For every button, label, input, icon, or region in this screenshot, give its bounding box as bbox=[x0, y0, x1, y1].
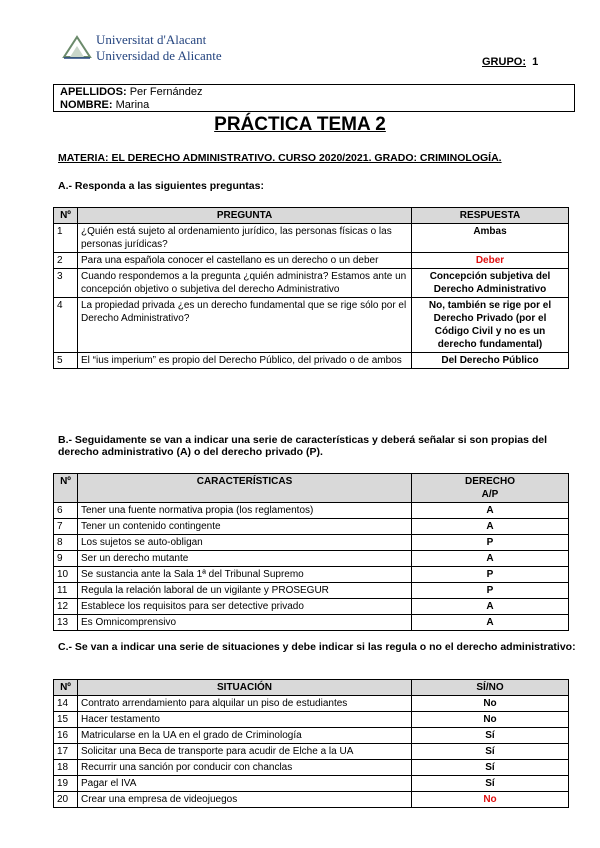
table-row bbox=[54, 792, 569, 808]
apellidos-label: APELLIDOS: bbox=[60, 86, 127, 98]
row-number: 18 bbox=[54, 760, 78, 776]
university-logo bbox=[62, 31, 232, 71]
table-row bbox=[54, 760, 569, 776]
university-name-valencian: Universitat d'Alacant bbox=[96, 32, 207, 47]
section-c-heading: C.- Se van a indicar una serie de situaciones y debe indicar si las regula o no el derecho administrativo: bbox=[58, 641, 576, 653]
answer-text: Concepción subjetiva del Derecho Administrativo bbox=[412, 269, 569, 298]
row-number: 3 bbox=[54, 269, 78, 298]
university-name-spanish: Universidad de Alicante bbox=[96, 48, 222, 63]
section-a-heading: A.- Responda a las siguientes preguntas: bbox=[58, 180, 264, 192]
situation-text: Contrato arrendamiento para alquilar un piso de estudiantes bbox=[78, 696, 412, 712]
subject-line: MATERIA: EL DERECHO ADMINISTRATIVO. CURSO 2020/2021. GRADO: CRIMINOLOGÍA. bbox=[58, 152, 502, 164]
derecho-value: A bbox=[412, 503, 569, 519]
si-no-value: No bbox=[412, 696, 569, 712]
si-no-value: Sí bbox=[412, 728, 569, 744]
row-number: 5 bbox=[54, 353, 78, 369]
row-number: 12 bbox=[54, 599, 78, 615]
derecho-value: P bbox=[412, 567, 569, 583]
nombre-label: NOMBRE: bbox=[60, 99, 113, 111]
situations-table bbox=[53, 679, 569, 808]
answer-text: Deber bbox=[412, 253, 569, 269]
col-situation: SITUACIÓN bbox=[78, 680, 412, 696]
answer-text: Del Derecho Público bbox=[412, 353, 569, 369]
table-row bbox=[54, 567, 569, 583]
question-text: Para una española conocer el castellano es un derecho o un deber bbox=[78, 253, 412, 269]
table-row bbox=[54, 298, 569, 353]
answer-text: Ambas bbox=[412, 224, 569, 253]
row-number: 13 bbox=[54, 615, 78, 631]
row-number: 8 bbox=[54, 535, 78, 551]
derecho-value: A bbox=[412, 551, 569, 567]
col-number: Nº bbox=[54, 208, 78, 224]
characteristic-text: Los sujetos se auto-obligan bbox=[78, 535, 412, 551]
derecho-value: A bbox=[412, 599, 569, 615]
situation-text: Crear una empresa de videojuegos bbox=[78, 792, 412, 808]
page-title: PRÁCTICA TEMA 2 bbox=[214, 114, 386, 135]
si-no-value: No bbox=[412, 712, 569, 728]
table-row bbox=[54, 551, 569, 567]
derecho-value: P bbox=[412, 535, 569, 551]
nombre-value: Marina bbox=[115, 99, 150, 111]
situation-text: Matricularse en la UA en el grado de Criminología bbox=[78, 728, 412, 744]
row-number: 17 bbox=[54, 744, 78, 760]
question-text: El “ius imperium” es propio del Derecho Público, del privado o de ambos bbox=[78, 353, 412, 369]
row-number: 20 bbox=[54, 792, 78, 808]
situation-text: Recurrir una sanción por conducir con chanclas bbox=[78, 760, 412, 776]
si-no-value: Sí bbox=[412, 744, 569, 760]
table-row bbox=[54, 253, 569, 269]
derecho-value: A bbox=[412, 519, 569, 535]
si-no-value: No bbox=[412, 792, 569, 808]
row-number: 6 bbox=[54, 503, 78, 519]
row-number: 11 bbox=[54, 583, 78, 599]
derecho-value: A bbox=[412, 615, 569, 631]
table-row bbox=[54, 519, 569, 535]
row-number: 2 bbox=[54, 253, 78, 269]
table-row bbox=[54, 583, 569, 599]
situation-text: Solicitar una Beca de transporte para acudir de Elche a la UA bbox=[78, 744, 412, 760]
col-number: Nº bbox=[54, 680, 78, 696]
col-number: Nº bbox=[54, 474, 78, 503]
table-row bbox=[54, 728, 569, 744]
col-answer: RESPUESTA bbox=[412, 208, 569, 224]
student-id-box bbox=[53, 84, 575, 112]
table-row bbox=[54, 269, 569, 298]
table-row bbox=[54, 712, 569, 728]
row-number: 19 bbox=[54, 776, 78, 792]
characteristics-table bbox=[53, 473, 569, 631]
table-row bbox=[54, 503, 569, 519]
question-text: ¿Quién está sujeto al ordenamiento jurídico, las personas físicas o las personas jurídicas? bbox=[78, 224, 412, 253]
si-no-value: Sí bbox=[412, 776, 569, 792]
characteristic-text: Tener un contenido contingente bbox=[78, 519, 412, 535]
group-label bbox=[482, 56, 538, 68]
row-number: 9 bbox=[54, 551, 78, 567]
table-row bbox=[54, 535, 569, 551]
answer-text: No, también se rige por el Derecho Privado (por el Código Civil y no es un derecho fundamental) bbox=[412, 298, 569, 353]
row-number: 1 bbox=[54, 224, 78, 253]
table-row bbox=[54, 744, 569, 760]
row-number: 7 bbox=[54, 519, 78, 535]
characteristic-text: Tener una fuente normativa propia (los reglamentos) bbox=[78, 503, 412, 519]
row-number: 15 bbox=[54, 712, 78, 728]
characteristic-text: Regula la relación laboral de un vigilante y PROSEGUR bbox=[78, 583, 412, 599]
table-row bbox=[54, 696, 569, 712]
characteristic-text: Se sustancia ante la Sala 1ª del Tribunal Supremo bbox=[78, 567, 412, 583]
col-derecho: DERECHO A/P bbox=[412, 474, 569, 503]
apellidos-value: Per Fernández bbox=[129, 86, 203, 98]
characteristic-text: Es Omnicomprensivo bbox=[78, 615, 412, 631]
table-row bbox=[54, 776, 569, 792]
characteristic-text: Ser un derecho mutante bbox=[78, 551, 412, 567]
table-row bbox=[54, 353, 569, 369]
col-characteristics: CARACTERÍSTICAS bbox=[78, 474, 412, 503]
questions-table bbox=[53, 207, 569, 369]
row-number: 4 bbox=[54, 298, 78, 353]
situation-text: Pagar el IVA bbox=[78, 776, 412, 792]
col-si-no: SÍ/NO bbox=[412, 680, 569, 696]
table-row bbox=[54, 615, 569, 631]
situation-text: Hacer testamento bbox=[78, 712, 412, 728]
col-question: PREGUNTA bbox=[78, 208, 412, 224]
grupo-value: 1 bbox=[532, 56, 539, 68]
section-b-heading: B.- Seguidamente se van a indicar una serie de características y deberá señalar si son propias del derecho administrativo (A) o del derecho privado (P). bbox=[58, 434, 548, 458]
row-number: 16 bbox=[54, 728, 78, 744]
grupo-label: GRUPO: bbox=[482, 56, 526, 68]
si-no-value: Sí bbox=[412, 760, 569, 776]
university-emblem-icon bbox=[62, 31, 92, 61]
table-row bbox=[54, 599, 569, 615]
row-number: 10 bbox=[54, 567, 78, 583]
table-row bbox=[54, 224, 569, 253]
row-number: 14 bbox=[54, 696, 78, 712]
characteristic-text: Establece los requisitos para ser detective privado bbox=[78, 599, 412, 615]
question-text: La propiedad privada ¿es un derecho fundamental que se rige sólo por el Derecho Administrativo? bbox=[78, 298, 412, 353]
question-text: Cuando respondemos a la pregunta ¿quién administra? Estamos ante un concepción objetivo o subjetiva del derecho Administrativo bbox=[78, 269, 412, 298]
derecho-value: P bbox=[412, 583, 569, 599]
